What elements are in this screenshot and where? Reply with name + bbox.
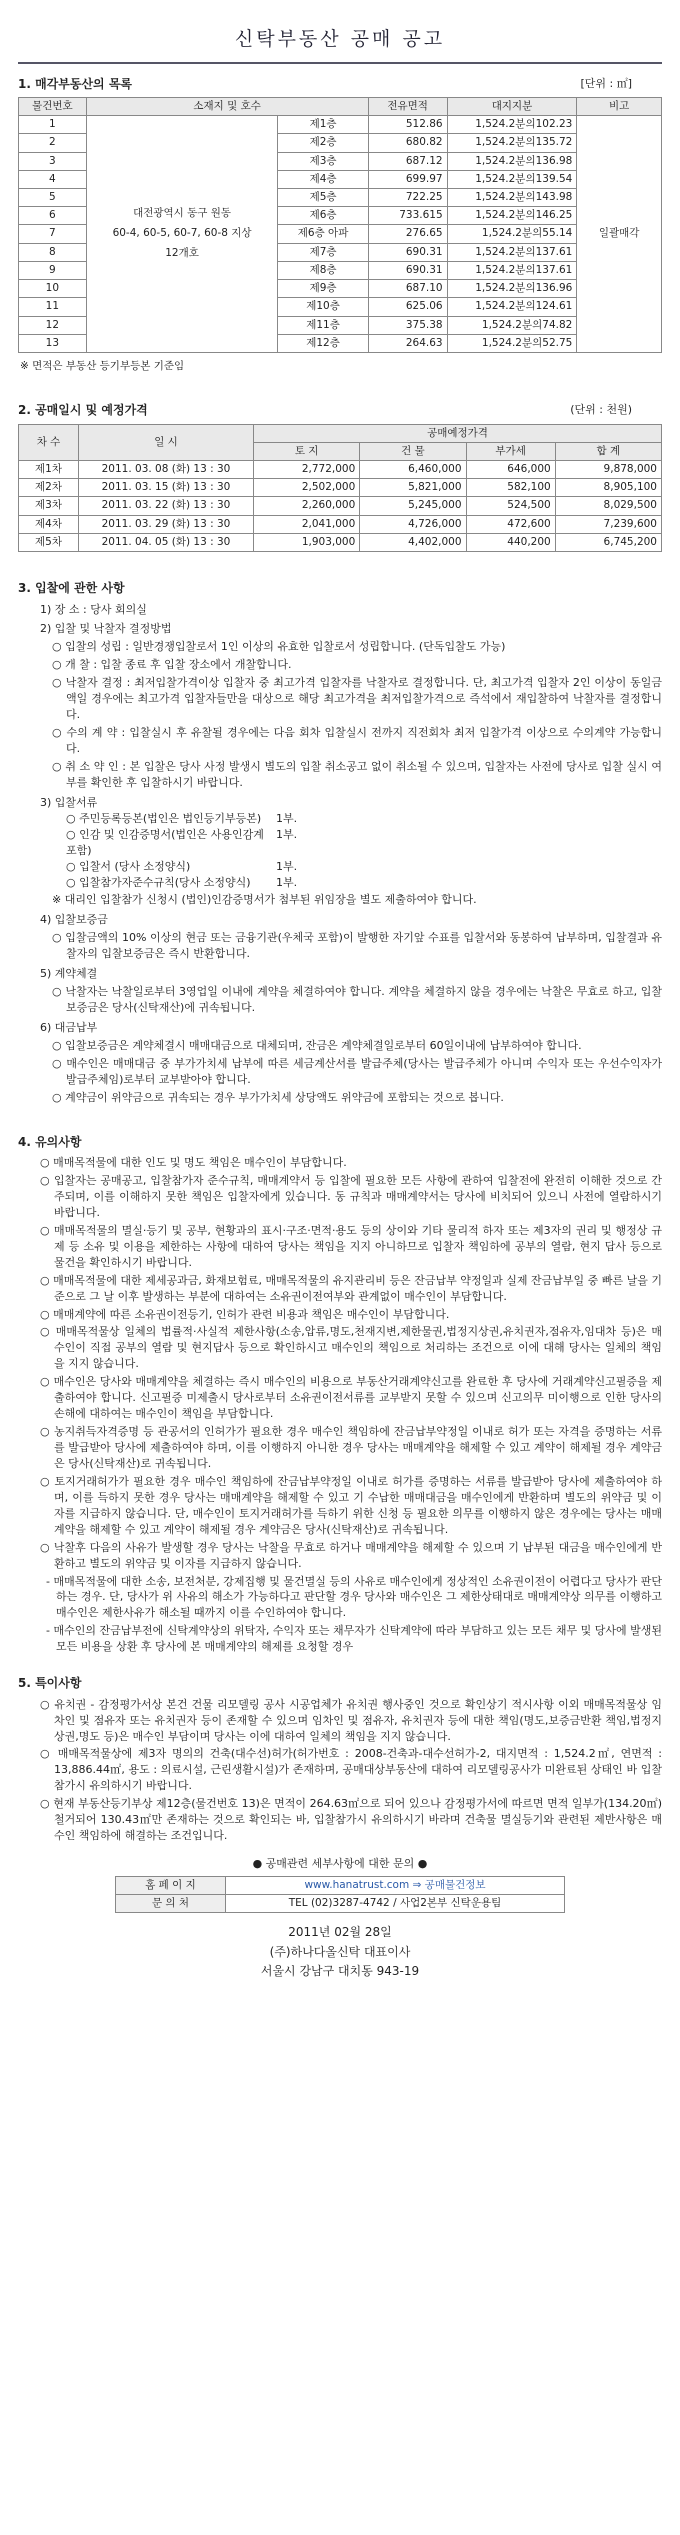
land-share-cell: 1,524.2분의146.25 xyxy=(447,207,577,225)
caution-item: ○ 낙찰후 다음의 사유가 발생할 경우 당사는 낙찰을 무효로 하거나 매매계약을 해제할 수 있으며 기 납부된 대금을 매수인에게 반환하고 별도의 위약금 및 이자를 지급하지 않습니다. xyxy=(40,1540,662,1570)
vat-cell: 646,000 xyxy=(466,461,555,479)
remark-cell: 일괄매각 xyxy=(577,116,662,353)
round-cell: 제1차 xyxy=(19,461,79,479)
contact-table xyxy=(115,1876,565,1913)
land-price-cell: 1,903,000 xyxy=(254,533,360,551)
inquiry-value: TEL (02)3287-4742 / 사업2본부 신탁운용팀 xyxy=(226,1895,565,1913)
area-cell: 375.38 xyxy=(368,316,447,334)
contact-heading: ● 공매관련 세부사항에 대한 문의 ● xyxy=(252,1857,428,1871)
land-share-cell: 1,524.2분의124.61 xyxy=(447,298,577,316)
col-total: 합 계 xyxy=(555,442,661,460)
land-share-cell: 1,524.2분의135.72 xyxy=(447,134,577,152)
table-row xyxy=(19,116,662,134)
payment-item: ○ 매수인은 매매대금 중 부가가치세 납부에 따른 세금계산서를 발급주체(당사는 발급주체가 아니며 수익자 또는 우선수익자가 발급주체임)로부터 교부받아야 합니다. xyxy=(52,1056,662,1086)
special-item: ○ 현재 부동산등기부상 제12층(물건번호 13)은 면적이 264.63㎡으로 되어 있으나 감정평가서에 따르면 면적 일부가(134.20㎡) 철거되어 130.43㎡만 존재하는 것으로 확인되는 바, 입찰참가시 유의하시기 바라며 건축물 멸실등기와 관련된 제반사항은 매수인 책임하에 해결하는 조건입니다. xyxy=(40,1797,662,1843)
floor-cell: 제3층 xyxy=(278,152,368,170)
col-land: 토 지 xyxy=(254,442,360,460)
homepage-label: 홈 페 이 지 xyxy=(116,1877,226,1895)
location-line: 대전광역시 동구 원동 xyxy=(133,207,232,220)
floor-cell: 제4층 xyxy=(278,170,368,188)
land-price-cell: 2,041,000 xyxy=(254,515,360,533)
area-cell: 680.82 xyxy=(368,134,447,152)
doc-count: 1부. xyxy=(276,875,298,889)
building-price-cell: 4,726,000 xyxy=(360,515,466,533)
item-no-cell: 10 xyxy=(19,280,87,298)
col-vat: 부가세 xyxy=(466,442,555,460)
floor-cell: 제8층 xyxy=(278,261,368,279)
area-cell: 699.97 xyxy=(368,170,447,188)
caution-item: ○ 입찰자는 공매공고, 입찰참가자 준수규칙, 매매계약서 등 입찰에 필요한 모든 사항에 관하여 입찰전에 완전히 이해한 것으로 간주되며, 이를 이해하지 못한 책임은 입찰자에게 있습니다. 동 규칙과 매매계약서는 당사에 비치되어 있으니 사전에 열람하시기 바랍니다. xyxy=(40,1174,662,1219)
total-cell: 8,029,500 xyxy=(555,497,661,515)
section2-unit: (단위 : 천원) xyxy=(570,403,632,417)
land-share-cell: 1,524.2분의143.98 xyxy=(447,189,577,207)
land-price-cell: 2,772,000 xyxy=(254,461,360,479)
doc-item xyxy=(66,875,662,891)
location-line: 60-4, 60-5, 60-7, 60-8 지상 xyxy=(112,227,252,240)
special-item: ○ 유치권 - 감정평가서상 본건 건물 리모델링 공사 시공업체가 유치권 행사중인 것으로 확인상기 적시사항 이외 매매목적물상 임차인 및 점유자 또는 유치권자 등이 존재할 수 있으며 임차인 및 점유자, 유치권자 등에 대한 책임(명도,보증금반환 책임,법정지상권,명도 등)은 매수인 부담이며 당사는 이에 대하여 일체의 책임을 지지 않습니다. xyxy=(40,1697,662,1743)
contract-text: ○ 낙찰자는 낙찰일로부터 3영업일 이내에 계약을 체결하여야 합니다. 계약을 체결하지 않을 경우에는 낙찰은 무효로 하고, 입찰보증금은 당사(신탁재산)에 귀속됩니다. xyxy=(52,985,662,1015)
contract-title: 5) 계약체결 xyxy=(40,967,98,981)
land-share-cell: 1,524.2분의137.61 xyxy=(447,243,577,261)
doc-name: ○ 주민등록등본(법인은 법인등기부등본) xyxy=(66,811,262,825)
section2-heading xyxy=(18,402,662,419)
section4-heading: 4. 유의사항 xyxy=(18,1134,82,1149)
homepage-link[interactable]: www.hanatrust.com ⇒ 공매물건정보 xyxy=(226,1877,565,1895)
table-row xyxy=(19,479,662,497)
location-cell xyxy=(86,116,278,353)
land-share-cell: 1,524.2분의139.54 xyxy=(447,170,577,188)
area-cell: 690.31 xyxy=(368,243,447,261)
col-building: 건 물 xyxy=(360,442,466,460)
schedule-table xyxy=(18,424,662,553)
method-item: ○ 취 소 약 인 : 본 입찰은 당사 사정 발생시 별도의 입찰 취소공고 없이 취소될 수 있으며, 입찰자는 사전에 당사로 입찰 실시 여부를 확인한 후 입찰하시기 바랍니다. xyxy=(52,759,662,789)
floor-cell: 제1층 xyxy=(278,116,368,134)
deposit-title: 4) 입찰보증금 xyxy=(40,913,108,927)
caution-item: ○ 매매목적물에 대한 제세공과금, 화재보험료, 매매목적물의 유지관리비 등은 잔금납부 약정일과 실제 잔금납부일 중 빠른 날을 기준으로 그 날 이후 발생하는 부분에 대하여는 소유권이전여부와 관계없이 매수인이 부담합니다. xyxy=(40,1273,662,1303)
datetime-cell: 2011. 03. 08 (화) 13 : 30 xyxy=(79,461,254,479)
caution-item: ○ 매매목적물에 대한 인도 및 명도 책임은 매수인이 부담합니다. xyxy=(40,1156,347,1170)
datetime-cell: 2011. 03. 15 (화) 13 : 30 xyxy=(79,479,254,497)
payment-item: ○ 입찰보증금은 계약체결시 매매대금으로 대체되며, 잔금은 계약체결일로부터 60일이내에 납부하여야 합니다. xyxy=(52,1038,582,1052)
total-cell: 6,745,200 xyxy=(555,533,661,551)
building-price-cell: 6,460,000 xyxy=(360,461,466,479)
land-share-cell: 1,524.2분의102.23 xyxy=(447,116,577,134)
section1-heading xyxy=(18,76,662,93)
doc-count: 1부. xyxy=(276,859,298,873)
datetime-cell: 2011. 03. 29 (화) 13 : 30 xyxy=(79,515,254,533)
land-share-cell: 1,524.2분의137.61 xyxy=(447,261,577,279)
section3-heading: 3. 입찰에 관한 사항 xyxy=(18,581,125,596)
item-no-cell: 4 xyxy=(19,170,87,188)
building-price-cell: 4,402,000 xyxy=(360,533,466,551)
floor-cell: 제6층 xyxy=(278,207,368,225)
floor-cell: 제7층 xyxy=(278,243,368,261)
land-share-cell: 1,524.2분의55.14 xyxy=(447,225,577,243)
item-no-cell: 7 xyxy=(19,225,87,243)
item-no-cell: 3 xyxy=(19,152,87,170)
col-remark: 비고 xyxy=(577,97,662,115)
floor-cell: 제11층 xyxy=(278,316,368,334)
area-cell: 264.63 xyxy=(368,334,447,352)
table-row xyxy=(19,533,662,551)
floor-cell: 제6층 아파 xyxy=(278,225,368,243)
floor-cell: 제2층 xyxy=(278,134,368,152)
doc-item xyxy=(66,827,662,859)
payment-title: 6) 대금납부 xyxy=(40,1021,98,1035)
item-no-cell: 11 xyxy=(19,298,87,316)
payment-item: ○ 계약금이 위약금으로 귀속되는 경우 부가가치세 상당액도 위약금에 포함되는 것으로 봅니다. xyxy=(52,1090,504,1104)
area-cell: 512.86 xyxy=(368,116,447,134)
doc-item xyxy=(66,859,662,875)
total-cell: 8,905,100 xyxy=(555,479,661,497)
col-land-share: 대지지분 xyxy=(447,97,577,115)
docs-note: ※ 대리인 입찰참가 신청시 (법인)인감증명서가 첨부된 위임장을 별도 제출하여야 합니다. xyxy=(52,893,477,907)
datetime-cell: 2011. 04. 05 (화) 13 : 30 xyxy=(79,533,254,551)
deposit-text: ○ 입찰금액의 10% 이상의 현금 또는 금융기관(우체국 포함)이 발행한 자기앞 수표를 입찰서와 동봉하여 납부하며, 입찰결과 유찰자의 입찰보증금은 즉시 반환합니다. xyxy=(52,931,662,961)
section1-title: 1. 매각부동산의 목록 xyxy=(18,76,133,91)
title-divider xyxy=(18,62,662,64)
round-cell: 제3차 xyxy=(19,497,79,515)
method-item: ○ 입찰의 성립 : 일반경쟁입찰로서 1인 이상의 유효한 입찰로서 성립합니다. (단독입찰도 가능) xyxy=(52,640,506,654)
area-cell: 625.06 xyxy=(368,298,447,316)
land-share-cell: 1,524.2분의52.75 xyxy=(447,334,577,352)
table-row xyxy=(19,497,662,515)
col-round: 차 수 xyxy=(19,424,79,460)
inquiry-label: 문 의 처 xyxy=(116,1895,226,1913)
footer-company: (주)하나다올신탁 대표이사 xyxy=(269,1944,411,1959)
doc-count: 1부. xyxy=(276,827,298,841)
table-row xyxy=(19,461,662,479)
caution-subitem: - 매매목적물에 대한 소송, 보전처분, 강제집행 및 물건멸실 등의 사유로 매수인에게 정상적인 소유권이전이 어렵다고 당사가 판단하는 경우. 단, 당사가 위 사유의 해소가 가능하다고 판단할 경우 당사와 매수인은 그 제한상태대로 매매계약상 의무를 이행하고 매수인은 제한사유가 해소될 때까지 이를 수인하여야 합니다. xyxy=(46,1574,662,1620)
method-title: 2) 입찰 및 낙찰자 결정방법 xyxy=(40,622,172,636)
round-cell: 제2차 xyxy=(19,479,79,497)
doc-count: 1부. xyxy=(276,811,298,825)
footer-address: 서울시 강남구 대치동 943-19 xyxy=(260,1963,420,1978)
doc-name: ○ 인감 및 인감증명서(법인은 사용인감계 포함) xyxy=(66,827,264,857)
item-no-cell: 5 xyxy=(19,189,87,207)
vat-cell: 472,600 xyxy=(466,515,555,533)
floor-cell: 제5층 xyxy=(278,189,368,207)
item-no-cell: 13 xyxy=(19,334,87,352)
vat-cell: 524,500 xyxy=(466,497,555,515)
vat-cell: 582,100 xyxy=(466,479,555,497)
area-cell: 690.31 xyxy=(368,261,447,279)
item-no-cell: 1 xyxy=(19,116,87,134)
item-no-cell: 8 xyxy=(19,243,87,261)
round-cell: 제5차 xyxy=(19,533,79,551)
item-no-cell: 6 xyxy=(19,207,87,225)
caution-item: ○ 매매목적물의 멸실·등기 및 공부, 현황과의 표시·구조·면적·용도 등의 상이와 기타 물리적 하자 또는 제3자의 권리 및 행정상 규제 등 소유 및 이용을 제한하는 사항에 대하여 당사는 책임을 지지 아니하므로 입찰자 책임하에 공부의 열람, 현지 답사 등으로 물건을 확인하시기 바랍니다. xyxy=(40,1223,662,1269)
area-note: ※ 면적은 부동산 등기부등본 기준임 xyxy=(20,360,185,372)
table-row xyxy=(19,515,662,533)
item-no-cell: 12 xyxy=(19,316,87,334)
col-item-no: 물건번호 xyxy=(19,97,87,115)
caution-item: ○ 농지취득자격증명 등 관공서의 인허가가 필요한 경우 매수인 책임하에 잔금납부약정일 이내로 허가 또는 자격을 증명하는 서류를 발급받아 당사에 제출하여야 하며, 이를 이행하지 아니한 경우 당사는 매매계약을 해제할 수 있고 계약이 해제될 경우 계약금은 당사(신탁재산)로 귀속됩니다. xyxy=(40,1425,662,1470)
land-share-cell: 1,524.2분의74.82 xyxy=(447,316,577,334)
section2-title: 2. 공매일시 및 예정가격 xyxy=(18,403,148,418)
col-area: 전유면적 xyxy=(368,97,447,115)
area-cell: 276.65 xyxy=(368,225,447,243)
col-location: 소재지 및 호수 xyxy=(86,97,368,115)
caution-subitem: - 매수인의 잔금납부전에 신탁계약상의 위탁자, 수익자 또는 채무자가 신탁계약에 따라 부담하고 있는 모든 채무 및 당사에 발생된 모든 비용을 상환 후 당사에 본 매매계약의 해제를 요청할 경우 xyxy=(46,1624,662,1654)
page-title: 신탁부동산 공매 공고 xyxy=(234,28,446,50)
caution-item: ○ 매수인은 당사와 매매계약을 체결하는 즉시 매수인의 비용으로 부동산거래계약신고를 완료한 후 당사에 거래계약신고필증을 제출하여야 합니다. 신고필증 미제출시 당사로부터 소유권이전서류를 교부받지 못할 수 있으며 신고의무 미이행으로 인한 당사의 손해에 대하여는 매수인이 책임을 부담합니다. xyxy=(40,1375,662,1421)
footer xyxy=(18,1923,662,1981)
caution-item: ○ 매매계약에 따른 소유권이전등기, 인허가 관련 비용과 책임은 매수인이 부담합니다. xyxy=(40,1307,450,1321)
area-cell: 733.615 xyxy=(368,207,447,225)
col-datetime: 일 시 xyxy=(79,424,254,460)
datetime-cell: 2011. 03. 22 (화) 13 : 30 xyxy=(79,497,254,515)
land-share-cell: 1,524.2분의136.98 xyxy=(447,152,577,170)
doc-item xyxy=(66,811,662,827)
building-price-cell: 5,245,000 xyxy=(360,497,466,515)
location-line: 12개호 xyxy=(165,247,199,260)
round-cell: 제4차 xyxy=(19,515,79,533)
place-line: 1) 장 소 : 당사 회의실 xyxy=(40,602,147,616)
land-price-cell: 2,260,000 xyxy=(254,497,360,515)
vat-cell: 440,200 xyxy=(466,533,555,551)
method-item: ○ 낙찰자 결정 : 최저입찰가격이상 입찰자 중 최고가격 입찰자를 낙찰자로 결정합니다. 단, 최고가격 입찰자 2인 이상이 동일금액일 경우에는 최고가격 입찰자들만을 대상으로 해당 최고가격을 최저입찰가격으로 즉석에서 재입찰하여 낙찰자를 결정합니다. xyxy=(52,676,662,722)
area-cell: 722.25 xyxy=(368,189,447,207)
docs-title: 3) 입찰서류 xyxy=(40,795,98,809)
area-cell: 687.12 xyxy=(368,152,447,170)
total-cell: 7,239,600 xyxy=(555,515,661,533)
floor-cell: 제10층 xyxy=(278,298,368,316)
item-no-cell: 9 xyxy=(19,261,87,279)
section1-unit: [단위 : ㎡] xyxy=(580,76,632,90)
land-price-cell: 2,502,000 xyxy=(254,479,360,497)
special-item: ○ 매매목적물상에 제3자 명의의 건축(대수선)허가(허가번호 : 2008-건축과-대수선허가-2, 대지면적 : 1,524.2㎡, 연면적 : 13,886.44㎡, 용도 : 의료시설, 근린생활시설)가 존재하며, 공매대상부동산에 대하여 리모델링공사가 미완료된 상태인 바 입찰참가시 유의하시기 바랍니다. xyxy=(40,1747,662,1793)
property-table xyxy=(18,97,662,353)
doc-name: ○ 입찰서 (당사 소정양식) xyxy=(66,859,191,873)
floor-cell: 제12층 xyxy=(278,334,368,352)
floor-cell: 제9층 xyxy=(278,280,368,298)
footer-date: 2011년 02월 28일 xyxy=(288,1925,392,1940)
caution-item: ○ 토지거래허가가 필요한 경우 매수인 책임하에 잔금납부약정일 이내로 허가를 증명하는 서류를 발급받아 당사에 제출하여야 하며, 이를 득하지 못한 경우 당사는 매매계약을 해제할 수 있고 기 수납한 매매대금을 매수인에게 반환하며 별도의 위약금 및 이자를 지급하지 않습니다. 단, 매수인이 토지거래허가를 득하기 위한 신청 등 필요한 의무를 이행하지 않은 경우에는 당사는 매매계약을 해제할 수 있고 계약이 해제될 경우 계약금은 당사(신탁재산)로 귀속됩니다. xyxy=(40,1474,662,1536)
col-price-group: 공매예정가격 xyxy=(254,424,662,442)
area-cell: 687.10 xyxy=(368,280,447,298)
method-item: ○ 개 찰 : 입찰 종료 후 입찰 장소에서 개찰합니다. xyxy=(52,658,292,672)
building-price-cell: 5,821,000 xyxy=(360,479,466,497)
item-no-cell: 2 xyxy=(19,134,87,152)
total-cell: 9,878,000 xyxy=(555,461,661,479)
caution-item: ○ 매매목적물상 일체의 법률적·사실적 제한사항(소송,압류,명도,천재지변,제한물권,법정지상권,유치권자,점유자,임대차 등)은 매수인이 직접 공부의 열람 및 현지답사 등으로 확인하시고 매수인의 책임으로 처리하는 조건으로 이에 대해 당사는 일체의 책임을 지지 않습니다. xyxy=(40,1325,662,1371)
method-item: ○ 수의 계 약 : 입찰실시 후 유찰될 경우에는 다음 회차 입찰실시 전까지 직전회차 최저 입찰가격 이상으로 수의계약 가능합니다. xyxy=(52,726,662,756)
section5-heading: 5. 특이사항 xyxy=(18,1676,82,1691)
doc-name: ○ 입찰참가자준수규칙(당사 소정양식) xyxy=(66,875,251,889)
land-share-cell: 1,524.2분의136.96 xyxy=(447,280,577,298)
